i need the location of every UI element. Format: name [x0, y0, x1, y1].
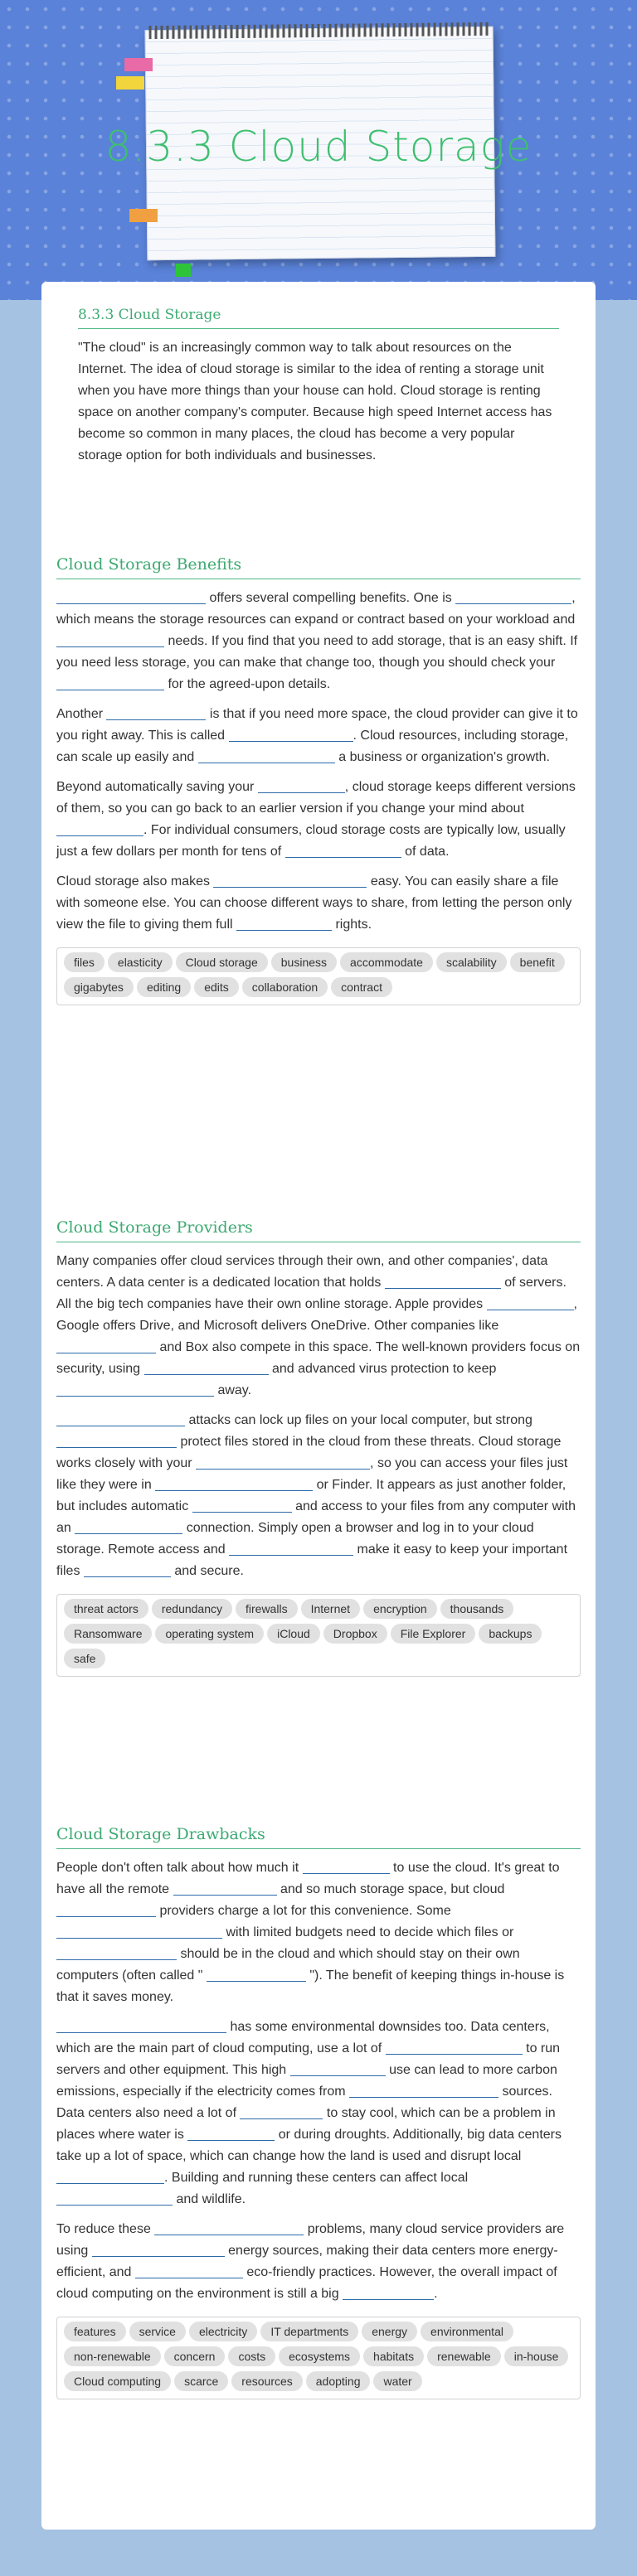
paragraph-text: away. — [214, 1383, 252, 1397]
fill-in-paragraph — [56, 871, 581, 936]
word-chip[interactable]: contract — [331, 977, 392, 997]
answer-blank[interactable] — [343, 2287, 434, 2300]
paragraph-text: should be in the cloud and which should stay on their own computers (often called " — [56, 1947, 520, 1983]
answer-blank[interactable] — [56, 2192, 173, 2206]
paragraph-text: use can lead to more carbon emissions, especially if the electricity comes from — [56, 2063, 557, 2099]
word-chip[interactable]: scalability — [436, 952, 507, 972]
paragraph-text: . — [434, 2287, 438, 2301]
sticky-tab-yellow — [116, 76, 144, 90]
fill-in-paragraph — [56, 588, 581, 695]
paragraph-text: , cloud storage keeps different versions of them, so you can go back to an earlier version if you change your mind about — [56, 780, 576, 816]
paragraph-text: protect files stored in the cloud from these threats. Cloud storage works closely with your — [56, 1435, 562, 1470]
paragraph-text: offers several compelling benefits. One is — [206, 591, 456, 605]
paragraph-text: Beyond automatically saving your — [56, 780, 258, 794]
section-providers — [56, 1218, 581, 1677]
answer-blank[interactable] — [192, 1499, 292, 1513]
answer-blank[interactable] — [56, 1340, 156, 1353]
header-banner — [0, 0, 637, 300]
paragraph-text: , which means the storage resources can expand or contract based on your workload and — [56, 591, 576, 627]
paragraph-text: , so you can access your files just like they were in — [56, 1456, 568, 1492]
fill-in-paragraph — [56, 2017, 581, 2210]
section-body — [56, 1857, 581, 2305]
paragraph-text: or during droughts. Additionally, big data centers take up a lot of space, which can change how the land is used and disrupt local — [56, 2128, 562, 2163]
word-chip[interactable]: costs — [228, 2346, 275, 2366]
intro-title: 8.3.3 Cloud Storage — [78, 307, 559, 329]
fill-in-paragraph — [56, 1410, 581, 1582]
word-chip[interactable]: iCloud — [267, 1624, 320, 1644]
answer-blank[interactable] — [229, 729, 353, 742]
paragraph-text: "). The benefit of keeping things in-house is that it saves money. — [56, 1968, 565, 2004]
word-chip[interactable]: environmental — [421, 2322, 513, 2341]
section-benefits — [56, 555, 581, 1005]
answer-blank[interactable] — [56, 1947, 177, 1960]
word-chip[interactable]: gigabytes — [64, 977, 134, 997]
section-body — [56, 1251, 581, 1582]
paragraph-text: . Building and running these centers can affect local — [164, 2171, 469, 2185]
answer-blank[interactable] — [207, 1968, 306, 1982]
paragraph-text: easy. You can easily share a file with someone else. You can choose different ways to share, from letting the person only view the file to giving them full — [56, 874, 572, 932]
paragraph-text: attacks can lock up files on your local computer, but strong — [185, 1413, 532, 1427]
paragraph-text: and wildlife. — [173, 2192, 246, 2206]
word-chip[interactable]: Cloud computing — [64, 2371, 171, 2391]
paragraph-text: a business or organization's growth. — [334, 750, 550, 764]
paragraph-text: . Cloud resources, including storage, can scale up easily and — [56, 729, 569, 764]
paragraph-text: . For individual consumers, cloud storage costs are typically low, usually just a few dollars per month for tens of — [56, 823, 566, 859]
word-bank — [56, 947, 581, 1005]
answer-blank[interactable] — [386, 2041, 523, 2055]
answer-blank[interactable] — [196, 1456, 370, 1470]
paragraph-text: has some environmental downsides too. Data centers, which are the main part of cloud computing, use a lot of — [56, 2020, 550, 2055]
answer-blank[interactable] — [56, 677, 164, 690]
fill-in-paragraph — [56, 1251, 581, 1402]
word-chip[interactable]: threat actors — [64, 1599, 148, 1619]
word-chip[interactable]: benefit — [510, 952, 565, 972]
answer-blank[interactable] — [285, 845, 401, 858]
answer-blank[interactable] — [56, 1435, 177, 1448]
paragraph-text: and Box also compete in this space. The well-known providers focus on security, using — [56, 1340, 581, 1376]
paragraph-text: to stay cool, which can be a problem in places where water is — [56, 2106, 556, 2142]
fill-in-paragraph — [56, 1857, 581, 2008]
answer-blank[interactable] — [236, 918, 332, 931]
word-chip[interactable]: water — [373, 2371, 421, 2391]
paragraph-text: with limited budgets need to decide which files or — [222, 1925, 514, 1939]
paragraph-text: Cloud storage also makes — [56, 874, 214, 889]
word-chip[interactable]: backups — [479, 1624, 542, 1644]
word-chip[interactable]: in-house — [504, 2346, 569, 2366]
intro-section — [78, 307, 559, 467]
paragraph-text: for the agreed-upon details. — [164, 677, 331, 691]
answer-blank[interactable] — [75, 1521, 182, 1534]
answer-blank[interactable] — [144, 1362, 269, 1375]
word-chip[interactable]: ecosystems — [279, 2346, 360, 2366]
paragraph-text: and access to your files from any computer with an — [56, 1499, 576, 1535]
answer-blank[interactable] — [213, 874, 367, 888]
fill-in-paragraph — [56, 704, 581, 768]
paragraph-text: make it easy to keep your important files — [56, 1542, 568, 1578]
paragraph-text: Another — [56, 707, 107, 721]
answer-blank[interactable] — [155, 1478, 313, 1491]
word-chip[interactable]: habitats — [363, 2346, 424, 2366]
answer-blank[interactable] — [56, 1413, 185, 1426]
paragraph-text: connection. Simply open a browser and log in to your cloud storage. Remote access and — [56, 1521, 534, 1557]
sticky-tab-orange — [129, 209, 158, 222]
section-title: Cloud Storage Benefits — [56, 555, 581, 579]
paragraph-text: rights. — [332, 918, 372, 932]
word-chip[interactable]: Ransomware — [64, 1624, 152, 1644]
word-chip[interactable]: resources — [231, 2371, 302, 2391]
answer-blank[interactable] — [56, 634, 164, 647]
spiral-binding — [149, 22, 489, 39]
answer-blank[interactable] — [385, 1276, 501, 1289]
answer-blank[interactable] — [187, 2128, 275, 2141]
word-chip[interactable]: IT departments — [260, 2322, 358, 2341]
paragraph-text: of data. — [401, 845, 450, 859]
section-title: Cloud Storage Drawbacks — [56, 1825, 581, 1849]
word-chip[interactable]: energy — [362, 2322, 417, 2341]
section-body — [56, 588, 581, 936]
word-chip[interactable]: non-renewable — [64, 2346, 161, 2366]
answer-blank[interactable] — [92, 2244, 225, 2257]
answer-blank[interactable] — [303, 1861, 390, 1874]
word-chip[interactable]: edits — [194, 977, 239, 997]
answer-blank[interactable] — [290, 2063, 386, 2076]
word-chip[interactable]: accommodate — [340, 952, 433, 972]
answer-blank[interactable] — [56, 1383, 214, 1397]
answer-blank[interactable] — [135, 2265, 243, 2278]
page-title: 8.3.3 Cloud Storage — [105, 123, 532, 171]
paragraph-text: , Google offers Drive, and Microsoft delivers OneDrive. Other companies like — [56, 1297, 577, 1333]
paragraph-text: providers charge a lot for this convenience. Some — [156, 1904, 451, 1918]
paragraph-text: and advanced virus protection to keep — [268, 1362, 497, 1376]
word-chip[interactable]: renewable — [427, 2346, 501, 2366]
answer-blank[interactable] — [56, 2020, 226, 2033]
answer-blank[interactable] — [349, 2085, 498, 2098]
word-chip[interactable]: File Explorer — [391, 1624, 476, 1644]
word-chip[interactable]: adopting — [306, 2371, 371, 2391]
word-chip[interactable]: elasticity — [108, 952, 173, 972]
worksheet-card — [41, 282, 596, 2530]
answer-blank[interactable] — [56, 1925, 222, 1939]
word-chip[interactable]: scarce — [174, 2371, 228, 2391]
paragraph-text: to use the cloud. It's great to have all the remote — [56, 1861, 560, 1896]
intro-paragraph: "The cloud" is an increasingly common way to talk about resources on the Internet. The idea of cloud storage is similar to the idea of renting a storage unit when you have more things than your house can hold. Cloud storage is renting space on another company's computer. Because high speed Internet access has become so common in many places, the cloud has become a very popular storage option for both individuals and businesses. — [78, 341, 552, 462]
answer-blank[interactable] — [84, 1564, 171, 1577]
word-chip[interactable]: Dropbox — [323, 1624, 387, 1644]
answer-blank[interactable] — [258, 780, 345, 793]
word-chip[interactable]: Cloud storage — [176, 952, 268, 972]
paragraph-text: to run servers and other equipment. This high — [56, 2041, 561, 2077]
word-bank — [56, 1594, 581, 1677]
paragraph-text: People don't often talk about how much it — [56, 1861, 303, 1875]
section-drawbacks — [56, 1825, 581, 2399]
answer-blank[interactable] — [56, 591, 206, 604]
paragraph-text: problems, many cloud service providers are using — [56, 2222, 565, 2258]
word-chip[interactable]: operating system — [155, 1624, 264, 1644]
word-chip[interactable]: redundancy — [152, 1599, 232, 1619]
word-chip[interactable]: service — [129, 2322, 186, 2341]
answer-blank[interactable] — [106, 707, 206, 720]
paragraph-text: eco-friendly practices. However, the overall impact of cloud computing on the environment is still a big — [56, 2265, 557, 2301]
answer-blank[interactable] — [229, 1542, 353, 1556]
word-bank — [56, 2317, 581, 2399]
paragraph-text: energy sources, making their data centers more energy-efficient, and — [56, 2244, 558, 2279]
sticky-tab-pink — [124, 58, 153, 71]
word-chip[interactable]: collaboration — [242, 977, 328, 997]
word-chip[interactable]: business — [271, 952, 337, 972]
word-chip[interactable]: files — [64, 952, 105, 972]
paragraph-text: is that if you need more space, the cloud provider can give it to you right away. This is called — [56, 707, 578, 743]
paragraph-text: needs. If you find that you need to add storage, that is an easy shift. If you need less storage, you can make that change too, though you should check your — [56, 634, 578, 670]
section-title: Cloud Storage Providers — [56, 1218, 581, 1242]
word-chip[interactable]: features — [64, 2322, 126, 2341]
answer-blank[interactable] — [240, 2106, 323, 2119]
answer-blank[interactable] — [56, 823, 143, 836]
answer-blank[interactable] — [198, 750, 335, 763]
paragraph-text: of servers. All the big tech companies have their own online storage. Apple provides — [56, 1276, 566, 1311]
word-chip[interactable]: Internet — [301, 1599, 360, 1619]
fill-in-paragraph — [56, 2219, 581, 2305]
answer-blank[interactable] — [56, 2171, 164, 2184]
paragraph-text: or Finder. It appears as just another folder, but includes automatic — [56, 1478, 566, 1513]
word-chip[interactable]: editing — [137, 977, 191, 997]
answer-blank[interactable] — [56, 1904, 156, 1917]
answer-blank[interactable] — [173, 1882, 277, 1896]
paragraph-text: and so much storage space, but cloud — [276, 1882, 505, 1896]
paragraph-text: sources. Data centers also need a lot of — [56, 2085, 552, 2120]
word-chip[interactable]: electricity — [189, 2322, 257, 2341]
fill-in-paragraph — [56, 777, 581, 863]
paragraph-text: and secure. — [170, 1564, 244, 1578]
word-chip[interactable]: thousands — [440, 1599, 514, 1619]
answer-blank[interactable] — [455, 591, 571, 604]
sticky-tab-green — [176, 264, 191, 277]
paragraph-text: To reduce these — [56, 2222, 155, 2236]
word-chip[interactable]: firewalls — [236, 1599, 298, 1619]
answer-blank[interactable] — [487, 1297, 574, 1310]
word-chip[interactable]: encryption — [363, 1599, 437, 1619]
paragraph-text: Many companies offer cloud services through their own, and other companies', data centers. A data center is a dedicated location that holds — [56, 1254, 548, 1290]
word-chip[interactable]: safe — [64, 1649, 105, 1668]
word-chip[interactable]: concern — [164, 2346, 226, 2366]
answer-blank[interactable] — [154, 2222, 304, 2235]
